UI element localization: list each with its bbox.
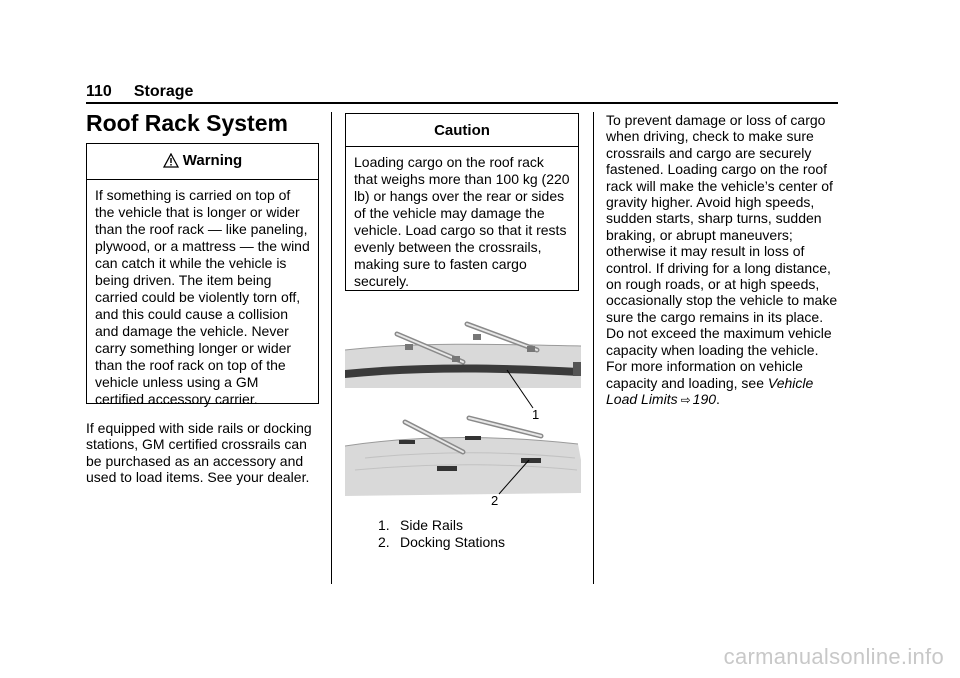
page-reference-number[interactable]: 190 (692, 390, 717, 407)
roof-rack-illustration (345, 318, 581, 513)
vehicle-load-limits-link[interactable]: Vehicle Load Limits (606, 374, 814, 407)
section-name: Storage (133, 83, 194, 100)
header-rule (86, 102, 838, 104)
page-reference-icon: ⇨ (680, 392, 691, 407)
lower-roof-panel (345, 438, 581, 497)
trailing-period: . (716, 390, 720, 407)
legend-item: 1. Side Rails (378, 517, 464, 533)
right-paragraph (606, 112, 842, 408)
left-paragraph: If equipped with side rails or docking stations, GM certified crossrails can be purchased as an accessory and used to load items. See your dealer. (86, 420, 312, 486)
column-divider-right (593, 112, 594, 584)
callout-2: 2 (491, 493, 499, 508)
page-number: 110 (86, 83, 112, 100)
caution-label: Caution (346, 114, 578, 147)
caution-box (345, 113, 579, 291)
warning-text: If something is carried on top of the vehicle that is longer or wider than the roof rack — like paneling, plywood, or a mattress — the wind can catch it while the vehicle is being driven. The item being carried could be violently torn off, and this could cause a collision and damage the vehicle. Never carry something longer or wider than the roof rack on top of the vehicle unless using a GM certified accessory carrier. (95, 187, 310, 407)
page-title: Roof Rack System (86, 110, 288, 136)
column-divider-left (331, 112, 332, 584)
legend-item: 2. Docking Stations (378, 534, 506, 550)
warning-heading (87, 144, 318, 180)
warning-triangle-icon (163, 153, 179, 172)
callout-1: 1 (532, 407, 540, 422)
watermark: carmanualsonline.info (723, 644, 944, 669)
right-paragraph-text: To prevent damage or loss of cargo when driving, check to make sure crossrails and cargo are securely fastened. Loading cargo on the roof rack will make the vehicle’s center of gravity higher. Avoid high speeds, sudden starts, sharp turns, sudden braking, or abrupt maneuvers; otherwise it may result in loss of control. If driving for a long distance, on rough roads, or at high speeds, occasionally stop the vehicle to make sure the cargo remains in its place. Do not exceed the maximum vehicle capacity when loading the vehicle. For more information on vehicle capacity and loading, see (606, 112, 838, 391)
caution-text: Loading cargo on the roof rack that weighs more than 100 kg (220 lb) or hangs over the rear or sides of the vehicle may damage the vehicle. Load cargo so that it rests evenly between the crossrails, making sure to fasten cargo securely. (354, 154, 570, 289)
figure-legend (378, 517, 505, 551)
warning-box (86, 143, 319, 407)
warning-label: Warning (182, 152, 243, 169)
page-header (86, 83, 193, 101)
upper-roof-panel (345, 344, 581, 388)
